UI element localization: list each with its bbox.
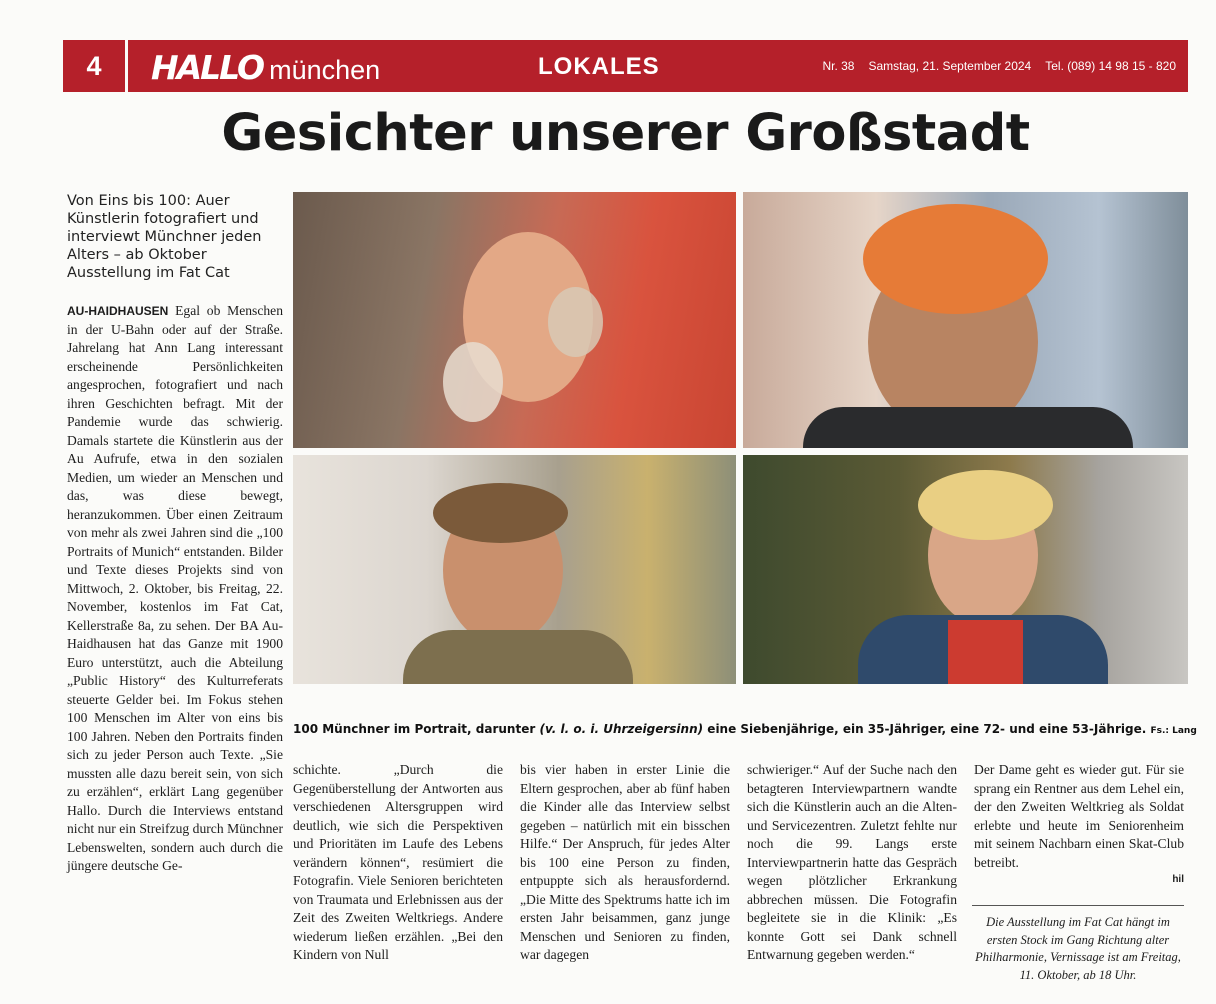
author-initials: hil (1172, 874, 1184, 885)
portrait-woman-53-photo (743, 455, 1188, 684)
issue-meta (822, 59, 1176, 73)
brand-logo[interactable] (151, 48, 381, 87)
portrait-woman-72-photo (293, 455, 736, 684)
article-column-2: schichte. „Durch die Gegenüberstellung der Antworten aus verschiedenen Altersgruppen wird deutlich, wie sich die Perspektiven und Prioritäten im Laufe des Lebens verändern können“, resümiert die Fotografin. Viele Senioren berichteten von Traumata und Erlebnissen aus der Zeit des Zweiten Weltkriegs. Andere wiederum ließen erzählen. „Bei den Kindern von Null (293, 762, 503, 962)
section-label: LOKALES (538, 53, 660, 80)
brand-hallo: HALLO (151, 48, 264, 87)
column-1-text: Egal ob Menschen in der U-Bahn oder auf der Straße. Jahrelang hat Ann Lang interessant erscheinende Persönlichkeiten angesprochen, fotografiert und nach ihren Geschichten befragt. Mit der Pandemie wurde das schwierig. Damals startete die Künstlerin aus der Au Aufrufe, etwa in den sozialen Medien, um wieder an Menschen und das, was diese bewegt, heranzukommen. Über einen Zeitraum von mehr als zwei Jahren sind die „100 Portraits of Munich“ entstanden. Bilder und Texte dieses Projekts sind von Mittwoch, 2. Oktober, bis Freitag, 22. November, kostenlos im Fat Cat, Kellerstraße 8a, zu sehen. Der BA Au-Haidhausen hat das Ganze mit 1900 Euro unterstützt, auch die Abteilung „Public History“ des Kulturreferats steuerte Gelder bei. Im Fokus stehen 100 Menschen im Alter von eins bis 100 Jahren. Neben den Portraits finden sich zu jeder Person auch Texte. „Sie mussten alle dazu bereit sein, von sich zu erzählen“, erklärt Lang gegenüber Hallo. Durch die Interviews entstand nicht nur ein Streifzug durch Münchner Lebenswelten, sondern auch durch die jüngere deutsche Ge- (67, 303, 283, 873)
article-lead: Von Eins bis 100: Auer Künstlerin fotografiert und interviewt Münchner jeden Alters – ab Oktober Ausstellung im Fat Cat (67, 193, 262, 281)
caption-detail: eine Siebenjährige, ein 35-Jähriger, eine 72- und eine 53-Jährige. (703, 722, 1147, 736)
dateline: AU-HAIDHAUSEN (67, 304, 169, 318)
column-5-text: Der Dame geht es wieder gut. Für sie sprang ein Rentner aus dem Lehel ein, der den Zweiten Weltkrieg als Soldat erlebte und heute im Seniorenheim mit seinem Nachbarn einen Skat-Club betreibt. (974, 762, 1184, 870)
brand-city: münchen (269, 55, 381, 85)
portrait-man-photo (743, 192, 1188, 448)
issue-date: Samstag, 21. September 2024 (868, 59, 1032, 73)
article-column-4: schwieriger.“ Auf der Suche nach den betagteren Interviewpartnern wandte sich die Künstlerin auch an die Alten- und Servicezentren. Zuletzt fehlte nur noch die 99. Langs erste Interviewpartnerin hatte das Gespräch wegen plötzlicher Erkrankung abbrechen müssen. Die Fotografin begleitete sie in die Klinik: „Es konnte Gott sei Dank schnell Entwarnung gegeben werden.“ (747, 762, 957, 962)
caption-order: (v. l. o. i. Uhrzeigersinn) (539, 722, 704, 736)
photo-credit: Fs.: Lang (1150, 726, 1197, 736)
article-headline: Gesichter unserer Großstadt (221, 104, 1030, 163)
article-column-1 (67, 302, 283, 876)
caption-text: 100 Münchner im Portrait, darunter (293, 722, 540, 736)
article-column-5 (974, 761, 1184, 885)
portrait-girl-photo (293, 192, 736, 448)
contact-phone: Tel. (089) 14 98 15 - 820 (1045, 59, 1176, 73)
exhibition-note: Die Ausstellung im Fat Cat hängt im ersten Stock im Gang Richtung alter Philharmonie, Vernissage ist am Freitag, 11. Oktober, ab 18 Uhr. (972, 905, 1184, 984)
issue-number: Nr. 38 (822, 59, 855, 73)
article-column-3: bis vier haben in erster Linie die Eltern gesprochen, aber ab fünf haben die Kinder alle das Interview selbst gegeben – natürlich mit ein bisschen Hilfe.“ Der Anspruch, für jedes Alter bis 100 eine Person zu finden, entpuppte sich als herausfordernd. „Die Mitte des Spektrums hatte ich im ersten Jahr beisammen, ganz junge Menschen und Senioren zu finden, war dagegen (520, 762, 730, 962)
photo-caption (293, 722, 1197, 736)
page-number: 4 (63, 40, 128, 92)
page-header (63, 40, 1188, 92)
